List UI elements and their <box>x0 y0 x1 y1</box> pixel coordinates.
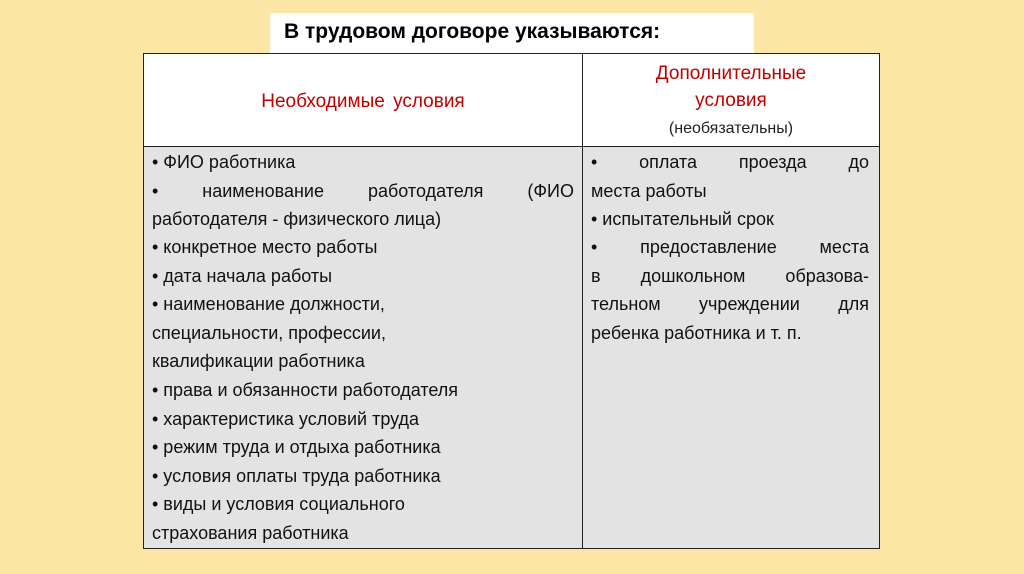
required-item-7: • характеристика условий труда <box>152 409 420 429</box>
additional-item-3-line-1: • предоставление места <box>591 237 869 257</box>
conditions-table <box>143 53 880 549</box>
additional-item-3-line-4: ребенка работника и т. п. <box>591 323 802 343</box>
required-item-1: • ФИО работника <box>152 152 296 172</box>
required-item-2-line-1: • наименование работодателя (ФИО <box>152 181 574 201</box>
additional-item-3-line-2: в дошкольном образова- <box>591 266 869 286</box>
required-item-8: • режим труда и отдыха работника <box>152 437 441 457</box>
additional-item-2: • испытательный срок <box>591 209 774 229</box>
required-item-10-line-2: страхования работника <box>152 523 349 543</box>
required-item-5-line-3: квалификации работника <box>152 351 365 371</box>
required-item-3: • конкретное место работы <box>152 237 378 257</box>
required-item-2-line-2: работодателя - физического лица) <box>152 209 442 229</box>
title-box <box>270 13 754 53</box>
required-item-5-line-1: • наименование должности, <box>152 294 385 314</box>
required-item-5-line-2: специальности, профессии, <box>152 323 386 343</box>
required-item-10-line-1: • виды и условия социального <box>152 494 405 514</box>
required-conditions-list-cell <box>144 147 583 548</box>
required-item-6: • права и обязанности работодателя <box>152 380 459 400</box>
additional-conditions-header-cell <box>583 54 879 147</box>
additional-item-3-line-3: тельном учреждении для <box>591 294 869 314</box>
page-title: В трудовом договоре указываются: <box>284 20 661 43</box>
required-item-9: • условия оплаты труда работника <box>152 466 441 486</box>
additional-item-1-line-1: • оплата проезда до <box>591 152 869 172</box>
required-conditions-header-cell <box>144 54 583 147</box>
additional-conditions-header-line-3: (необязательны) <box>668 120 794 137</box>
additional-item-1-line-2: места работы <box>591 181 707 201</box>
additional-conditions-list-cell <box>583 147 879 548</box>
required-item-4: • дата начала работы <box>152 266 333 286</box>
additional-conditions-header-line-2: условия <box>695 90 767 111</box>
additional-conditions-header-line-1: Дополнительные <box>655 63 807 84</box>
required-conditions-header: Необходимые условия <box>261 91 465 112</box>
